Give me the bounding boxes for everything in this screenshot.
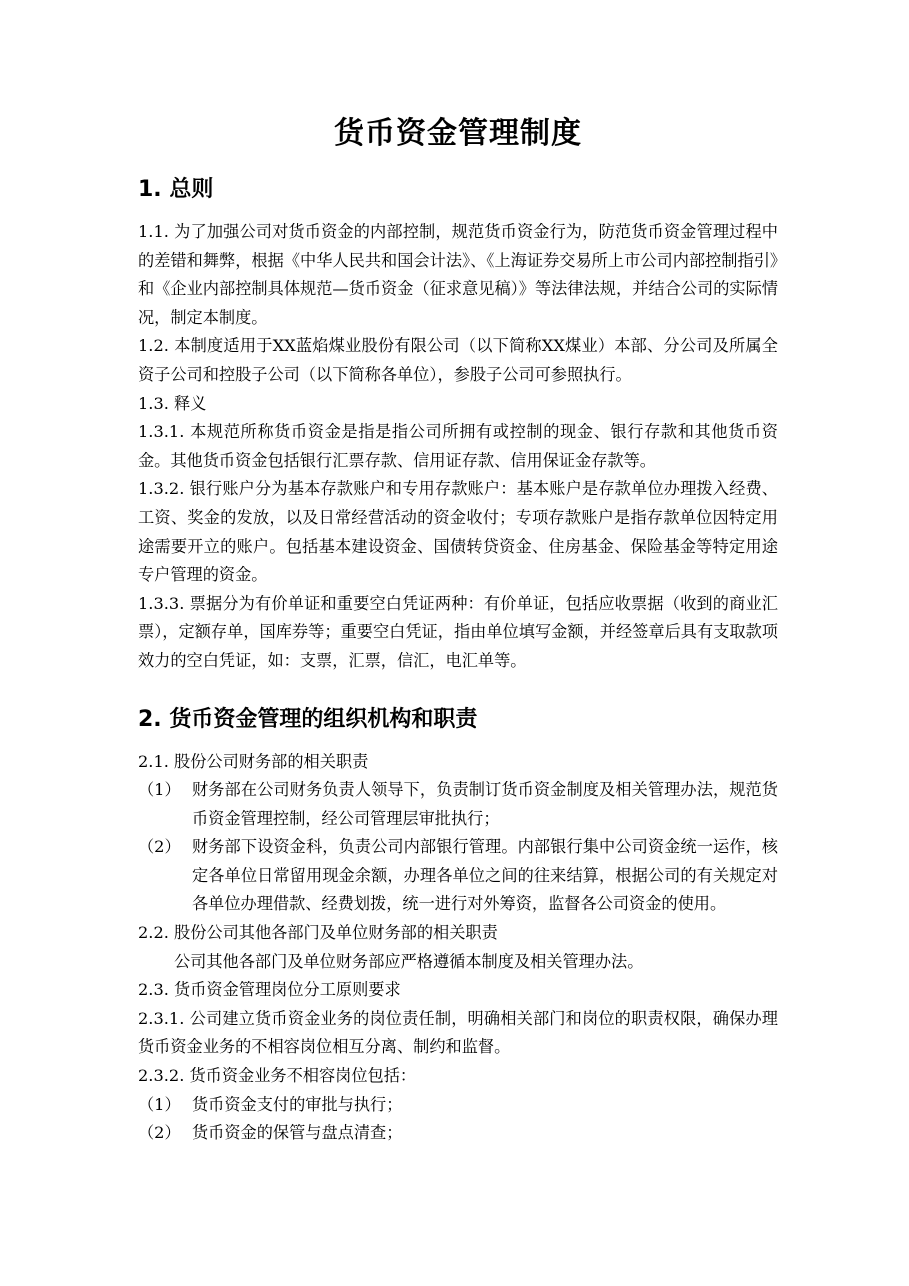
list-item — [138, 776, 778, 833]
list-item-number: （2） — [138, 837, 181, 857]
para-2-2-body: 公司其他各部门及单位财务部应严格遵循本制度及相关管理办法。 — [174, 951, 644, 971]
para-2-1: 2.1. 股份公司财务部的相关职责 — [138, 751, 369, 771]
list-2-3-2 — [138, 1091, 778, 1148]
list-item-number: （2） — [138, 1123, 181, 1143]
para-2-3-1: 2.3.1. 公司建立货币资金业务的岗位责任制，明确相关部门和岗位的职责权限，确保办理货币资金业务的不相容岗位相互分离、制约和监督。 — [138, 1008, 778, 1057]
para-2-3-2: 2.3.2. 货币资金业务不相容岗位包括： — [138, 1066, 417, 1086]
list-item-number: （1） — [138, 780, 181, 800]
para-1-3-2: 1.3.2. 银行账户分为基本存款账户和专用存款账户：基本账户是存款单位办理拨入经费、工资、奖金的发放，以及日常经营活动的资金收付；专项存款账户是指存款单位因特定用途需要开立的账户。包括基本建设资金、国债转贷资金、住房基金、保险基金等特定用途专户管理的资金。 — [138, 479, 778, 585]
section-2-heading: 2. 货币资金管理的组织机构和职责 — [138, 706, 478, 732]
para-2-2: 2.2. 股份公司其他各部门及单位财务部的相关职责 — [138, 923, 498, 943]
document-title: 货币资金管理制度 — [334, 116, 582, 151]
list-item — [138, 833, 778, 919]
para-1-2: 1.2. 本制度适用于XX蓝焰煤业股份有限公司（以下简称XX煤业）本部、分公司及所属全资子公司和控股子公司（以下简称各单位），参股子公司可参照执行。 — [138, 336, 778, 384]
list-item-number: （1） — [138, 1094, 181, 1114]
list-item — [138, 1091, 778, 1120]
list-item — [138, 1119, 778, 1148]
para-2-3: 2.3. 货币资金管理岗位分工原则要求 — [138, 980, 401, 1000]
para-1-3-3: 1.3.3. 票据分为有价单证和重要空白凭证两种：有价单证，包括应收票据（收到的商业汇票），定额存单，国库券等；重要空白凭证，指由单位填写金额，并经签章后具有支取款项效力的空白凭证，如：支票，汇票，信汇，电汇单等。 — [138, 593, 778, 670]
list-item-text: 货币资金的保管与盘点清查； — [192, 1123, 403, 1143]
document-page — [138, 112, 778, 1148]
para-1-3: 1.3. 释义 — [138, 393, 207, 413]
para-1-1: 1.1. 为了加强公司对货币资金的内部控制，规范货币资金行为，防范货币资金管理过程中的差错和舞弊，根据《中华人民共和国会计法》、《上海证券交易所上市公司内部控制指引》和《企业内部控制具体规范—货币资金（征求意见稿）》等法律法规，并结合公司的实际情况，制定本制度。 — [138, 222, 778, 327]
list-item-text: 货币资金支付的审批与执行； — [192, 1094, 403, 1114]
list-item-text: 财务部在公司财务负责人领导下，负责制订货币资金制度及相关管理办法，规范货币资金管理控制，经公司管理层审批执行； — [192, 780, 778, 828]
list-2-1 — [138, 776, 778, 919]
para-1-3-1: 1.3.1. 本规范所称货币资金是指是指公司所拥有或控制的现金、银行存款和其他货币资金。其他货币资金包括银行汇票存款、信用证存款、信用保证金存款等。 — [138, 422, 778, 470]
list-item-text: 财务部下设资金科，负责公司内部银行管理。内部银行集中公司资金统一运作，核定各单位日常留用现金余额，办理各单位之间的往来结算，根据公司的有关规定对各单位办理借款、经费划拨，统一进行对外筹资，监督各公司资金的使用。 — [192, 837, 778, 914]
section-1-heading: 1. 总则 — [138, 177, 214, 202]
